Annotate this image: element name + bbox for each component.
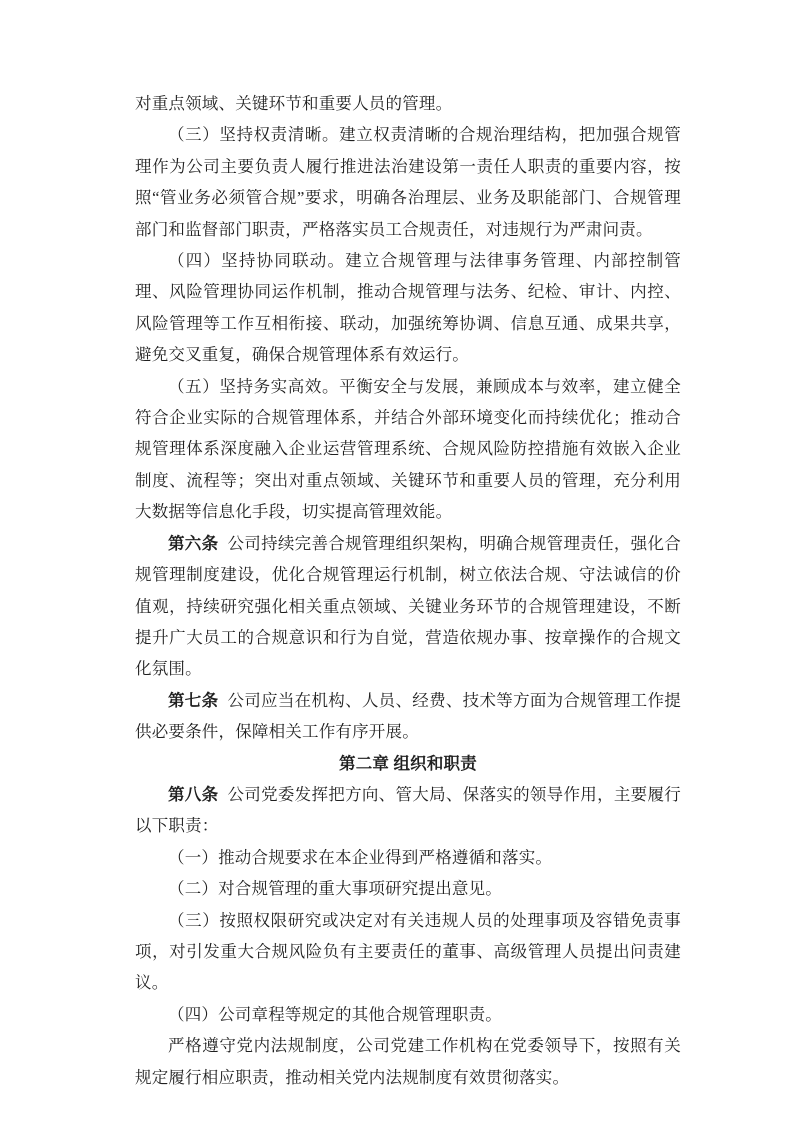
article-text: 公司应当在机构、人员、经费、技术等方面为合规管理工作提供必要条件，保障相关工作有序开展。 <box>135 690 681 742</box>
article-text: 公司党委发挥把方向、管大局、保落实的领导作用，主要履行以下职责： <box>135 784 681 836</box>
body-paragraph: （一）推动合规要求在本企业得到严格遵循和落实。 <box>168 847 553 867</box>
body-paragraph: 对重点领域、关键环节和重要人员的管理。 <box>135 94 453 113</box>
document-body <box>135 88 681 1093</box>
article-number-label: 第六条 <box>168 533 219 553</box>
body-paragraph: （五）坚持务实高效。平衡安全与发展，兼顾成本与效率，建立健全符合企业实际的合规管理体系，并结合外部环境变化而持续优化；推动合规管理体系深度融入企业运营管理系统、合规风险防控措施有效嵌入企业制度、流程等；突出对重点领域、关键环节和重要人员的管理，充分利用大数据等信息化手段，切实提高管理效能。 <box>135 376 681 522</box>
article-paragraph <box>135 779 681 842</box>
article-number-label: 第八条 <box>168 784 219 804</box>
article-text: 公司持续完善合规管理组织架构，明确合规管理责任，强化合规管理制度建设，优化合规管理运行机制，树立依法合规、守法诚信的价值观，持续研究强化相关重点领域、关键业务环节的合规管理建设，不断提升广大员工的合规意识和行为自觉，营造依规办事、按章操作的合规文化氛围。 <box>135 533 681 679</box>
article-paragraph <box>135 685 681 748</box>
chapter-heading: 第二章 组织和职责 <box>339 753 477 773</box>
body-paragraph: 严格遵守党内法规制度，公司党建工作机构在党委领导下，按照有关规定履行相应职责，推动相关党内法规制度有效贯彻落实。 <box>135 1036 681 1087</box>
body-paragraph: （二）对合规管理的重大事项研究提出意见。 <box>168 879 502 899</box>
body-paragraph: （四）坚持协同联动。建立合规管理与法律事务管理、内部控制管理、风险管理协同运作机制，推动合规管理与法务、纪检、审计、内控、风险管理等工作互相衔接、联动，加强统筹协调、信息互通、成果共享，避免交叉重复，确保合规管理体系有效运行。 <box>135 251 681 365</box>
body-paragraph: （三）按照权限研究或决定对有关违规人员的处理事项及容错免责事项，对引发重大合规风险负有主要责任的董事、高级管理人员提出问责建议。 <box>135 910 681 993</box>
body-paragraph: （四）公司章程等规定的其他合规管理职责。 <box>168 1004 502 1024</box>
article-paragraph <box>135 528 681 685</box>
article-number-label: 第七条 <box>168 690 219 710</box>
body-paragraph: （三）坚持权责清晰。建立权责清晰的合规治理结构，把加强合规管理作为公司主要负责人履行推进法治建设第一责任人职责的重要内容，按照“管业务必须管合规”要求，明确各治理层、业务及职能部门、合规管理部门和监督部门职责，严格落实员工合规责任，对违规行为严肃问责。 <box>135 125 681 239</box>
